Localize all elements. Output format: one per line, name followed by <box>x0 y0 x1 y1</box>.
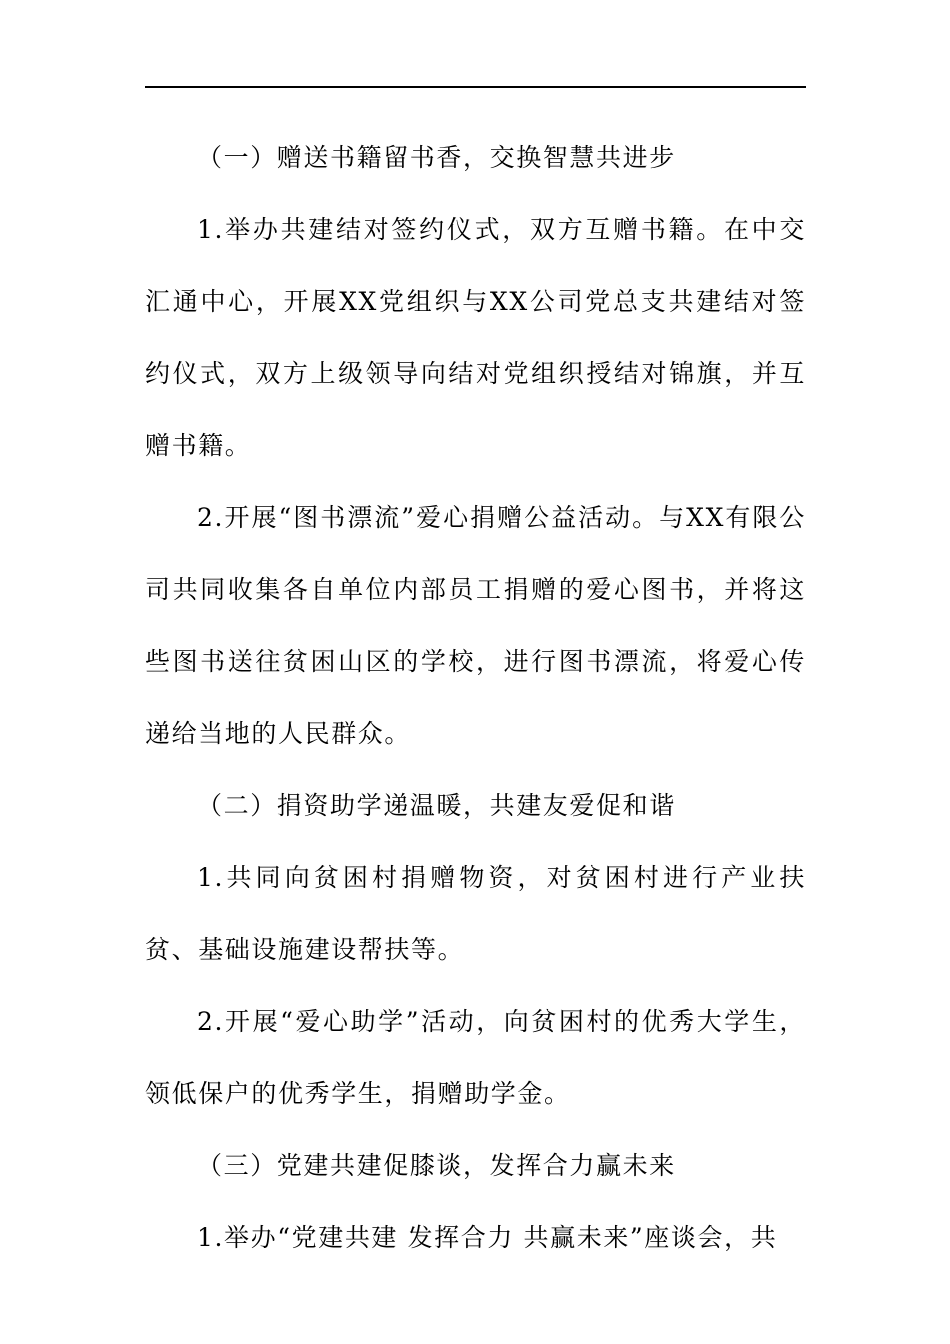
paragraph-1-1: 1.举办共建结对签约仪式，双方互赠书籍。在中交汇通中心，开展XX党组织与XX公司党总支共建结对签约仪式，双方上级领导向结对党组织授结对锦旗，并互赠书籍。 <box>145 215 806 460</box>
header-rule <box>145 86 806 88</box>
document-body <box>145 122 806 1274</box>
section-heading-3: （三）党建共建促膝谈，发挥合力赢未来 <box>197 1151 676 1180</box>
paragraph-2-2: 2.开展“爱心助学”活动，向贫困村的优秀大学生，领低保户的优秀学生，捐赠助学金。 <box>145 1007 806 1108</box>
paragraph-1-2: 2.开展“图书漂流”爱心捐赠公益活动。与XX有限公司共同收集各自单位内部员工捐赠的爱心图书，并将这些图书送往贫困山区的学校，进行图书漂流，将爱心传递给当地的人民群众。 <box>145 503 806 748</box>
section-heading-2: （二）捐资助学递温暖，共建友爱促和谐 <box>197 791 676 820</box>
section-heading-1: （一）赠送书籍留书香，交换智慧共进步 <box>197 143 676 172</box>
paragraph-2-1: 1.共同向贫困村捐赠物资，对贫困村进行产业扶贫、基础设施建设帮扶等。 <box>145 863 806 964</box>
paragraph-3-1: 1.举办“党建共建 发挥合力 共赢未来”座谈会，共 <box>197 1223 778 1252</box>
